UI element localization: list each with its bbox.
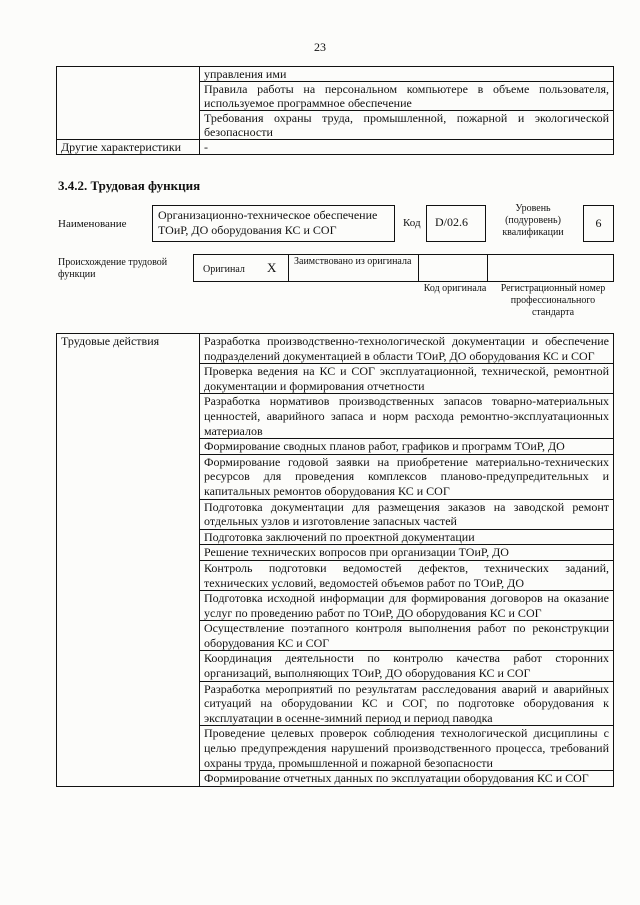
section-title: 3.4.2. Трудовая функция bbox=[58, 178, 201, 193]
origin-label: Происхождение трудовой функции bbox=[58, 257, 168, 280]
labor-action-item: Проверка ведения на КС и СОГ эксплуатационной, технической, ремонтной документации и формирования отчетности bbox=[200, 364, 614, 394]
labor-action-item: Разработка нормативов производственных запасов товарно-материальных ценностей, аварийного запаса и норм расхода ремонтно-эксплуатационных материалов bbox=[200, 394, 614, 439]
labor-action-item: Формирование отчетных данных по эксплуатации оборудования КС и СОГ bbox=[200, 771, 614, 787]
level-label: Уровень (подуровень) квалификации bbox=[502, 203, 564, 238]
other-characteristics-value: - bbox=[200, 140, 614, 155]
labor-actions-table bbox=[56, 333, 614, 787]
reg-number-caption: Регистрационный номер профессионального стандарта bbox=[500, 283, 606, 318]
borrowed-cell bbox=[288, 254, 419, 282]
code-label: Код bbox=[403, 217, 421, 229]
knowledge-item: управления ими bbox=[200, 67, 614, 82]
function-name-value: Организационно-техническое обеспечение ТОиР, ДО оборудования КС и СОГ bbox=[152, 205, 395, 242]
labor-actions-label: Трудовые действия bbox=[57, 334, 200, 787]
labor-action-item: Подготовка документации для размещения заказов на заводской ремонт отдельных узлов и изготовление запасных частей bbox=[200, 499, 614, 529]
page-number: 23 bbox=[314, 40, 326, 54]
name-label: Наименование bbox=[58, 218, 127, 230]
borrowed-label: Заимствовано из оригинала bbox=[294, 256, 412, 267]
reg-number-cell bbox=[487, 254, 614, 282]
labor-action-item: Разработка производственно-технологической документации и обеспечение подразделений документацией в области ТОиР, ДО оборудования КС и СОГ bbox=[200, 334, 614, 364]
knowledge-item: Требования охраны труда, промышленной, пожарной и экологической безопасности bbox=[200, 111, 614, 140]
row-label-empty bbox=[57, 67, 200, 140]
labor-action-item: Подготовка заключений по проектной документации bbox=[200, 529, 614, 545]
code-original-cell bbox=[418, 254, 488, 282]
qualification-level-value: 6 bbox=[583, 205, 614, 242]
labor-action-item: Подготовка исходной информации для формирования договоров на оказание услуг по проведению работ по ТОиР, ДО оборудования КС и СОГ bbox=[200, 591, 614, 621]
labor-action-item: Разработка мероприятий по результатам расследования аварий и аварийных ситуаций на оборудовании КС и СОГ, по подготовке оборудования к эксплуатации в осенне-зимний период и период паводка bbox=[200, 681, 614, 726]
function-code-value: D/02.6 bbox=[426, 205, 486, 242]
original-label: Оригинал bbox=[203, 264, 245, 275]
code-original-caption: Код оригинала bbox=[423, 283, 487, 294]
original-cell bbox=[193, 254, 289, 282]
labor-action-item: Решение технических вопросов при организации ТОиР, ДО bbox=[200, 545, 614, 561]
knowledge-item: Правила работы на персональном компьютере в объеме пользователя, используемое программное обеспечение bbox=[200, 82, 614, 111]
labor-action-item: Формирование годовой заявки на приобретение материально-технических ресурсов для проведения комплексов планово-предупредительных и капитальных ремонтов оборудования КС и СОГ bbox=[200, 454, 614, 499]
labor-action-item: Проведение целевых проверок соблюдения технологической дисциплины с целью предупреждения нарушений производственного процесса, требований охраны труда, промышленной и пожарной безопасности bbox=[200, 726, 614, 771]
original-mark: X bbox=[267, 260, 277, 275]
labor-action-item: Контроль подготовки ведомостей дефектов, технических заданий, технических условий, ведомостей объемов работ по ТОиР, ДО bbox=[200, 560, 614, 590]
knowledge-table-continued bbox=[56, 66, 614, 155]
other-characteristics-label: Другие характеристики bbox=[57, 140, 200, 155]
labor-action-item: Координация деятельности по контролю качества работ сторонних организаций, выполняющих ТОиР, ДО оборудования КС и СОГ bbox=[200, 651, 614, 681]
labor-action-item: Формирование сводных планов работ, графиков и программ ТОиР, ДО bbox=[200, 439, 614, 455]
labor-action-item: Осуществление поэтапного контроля выполнения работ по реконструкции оборудования КС и СОГ bbox=[200, 621, 614, 651]
